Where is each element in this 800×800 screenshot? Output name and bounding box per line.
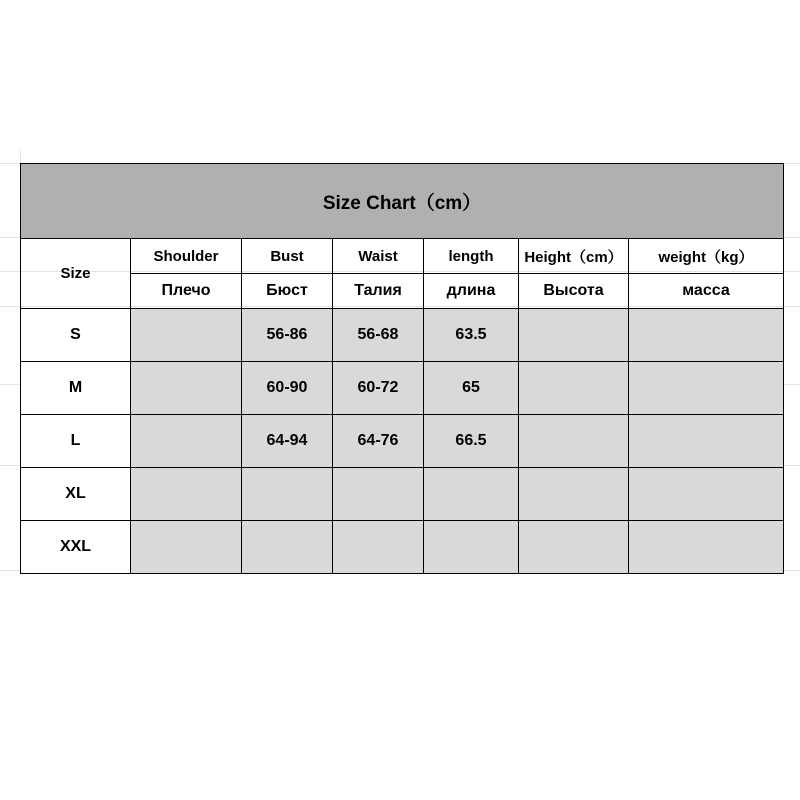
- weight-value: [629, 309, 784, 362]
- size-label: M: [21, 362, 131, 415]
- shoulder-value: [131, 521, 242, 574]
- size-label: S: [21, 309, 131, 362]
- size-label: XL: [21, 468, 131, 521]
- header-weight-ru: масса: [629, 274, 784, 309]
- waist-value: 64-76: [333, 415, 424, 468]
- bust-value: [242, 468, 333, 521]
- header-bust: Bust: [242, 239, 333, 274]
- table-row: [21, 362, 784, 415]
- table-row: [21, 468, 784, 521]
- header-waist-ru: Талия: [333, 274, 424, 309]
- header-length-ru: длина: [424, 274, 519, 309]
- table-row: [21, 309, 784, 362]
- bust-value: 64-94: [242, 415, 333, 468]
- length-value: [424, 521, 519, 574]
- chart-title: Size Chart（cm）: [21, 164, 784, 239]
- length-value: 63.5: [424, 309, 519, 362]
- shoulder-value: [131, 415, 242, 468]
- bust-value: 56-86: [242, 309, 333, 362]
- length-value: 66.5: [424, 415, 519, 468]
- header-height: Height（cm）: [519, 239, 629, 274]
- size-header: Size: [21, 239, 131, 309]
- weight-value: [629, 468, 784, 521]
- shoulder-value: [131, 362, 242, 415]
- height-value: [519, 362, 629, 415]
- header-waist: Waist: [333, 239, 424, 274]
- height-value: [519, 521, 629, 574]
- table-row: [21, 521, 784, 574]
- header-length: length: [424, 239, 519, 274]
- size-label: XXL: [21, 521, 131, 574]
- waist-value: [333, 521, 424, 574]
- shoulder-value: [131, 309, 242, 362]
- table-row: [21, 415, 784, 468]
- waist-value: 56-68: [333, 309, 424, 362]
- header-height-ru: Высота: [519, 274, 629, 309]
- header-bust-ru: Бюст: [242, 274, 333, 309]
- waist-value: [333, 468, 424, 521]
- height-value: [519, 468, 629, 521]
- weight-value: [629, 521, 784, 574]
- size-chart-table: [20, 163, 784, 574]
- weight-value: [629, 415, 784, 468]
- header-shoulder: Shoulder: [131, 239, 242, 274]
- weight-value: [629, 362, 784, 415]
- header-weight: weight（kg）: [629, 239, 784, 274]
- waist-value: 60-72: [333, 362, 424, 415]
- length-value: 65: [424, 362, 519, 415]
- header-shoulder-ru: Плечо: [131, 274, 242, 309]
- length-value: [424, 468, 519, 521]
- height-value: [519, 309, 629, 362]
- bust-value: 60-90: [242, 362, 333, 415]
- height-value: [519, 415, 629, 468]
- shoulder-value: [131, 468, 242, 521]
- size-label: L: [21, 415, 131, 468]
- bust-value: [242, 521, 333, 574]
